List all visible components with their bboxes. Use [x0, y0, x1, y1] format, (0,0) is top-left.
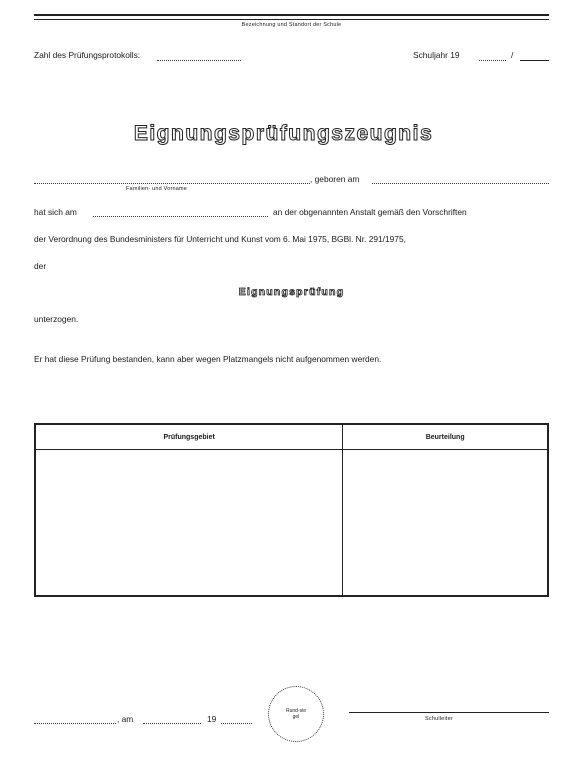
footer-year-field[interactable] — [221, 723, 252, 724]
table-header-subject: Prüfungsgebiet — [35, 424, 343, 450]
am-label: , am — [117, 714, 134, 724]
name-caption: Familien- und Vorname — [126, 186, 188, 192]
protocol-label: Zahl des Prüfungsprotokolls: — [34, 50, 141, 60]
footer-year-label: 19 — [207, 714, 217, 724]
date-field[interactable] — [143, 723, 201, 724]
principal-caption: Schulleiter — [425, 716, 453, 722]
school-caption: Bezeichnung und Standort der Schule — [241, 22, 342, 28]
school-year-separator: / — [511, 50, 514, 60]
school-year-start-field[interactable] — [479, 60, 506, 61]
born-label: , geboren am — [310, 174, 360, 184]
principal-signature-line[interactable] — [349, 712, 549, 713]
seal-text: Rund-siegel — [285, 708, 306, 720]
body-line1-start: hat sich am — [34, 207, 77, 217]
body-line4: unterzogen. — [34, 314, 79, 324]
document-title: Eignungsprüfungszeugnis — [133, 122, 434, 145]
school-year-end-field[interactable] — [520, 60, 549, 61]
exam-date-field[interactable] — [93, 216, 268, 217]
candidate-name-field[interactable] — [34, 183, 310, 184]
place-field[interactable] — [34, 723, 116, 724]
protocol-number-field[interactable] — [157, 60, 241, 61]
birth-date-field[interactable] — [372, 183, 549, 184]
subject-cell[interactable] — [35, 450, 343, 597]
exam-results-table — [34, 423, 549, 597]
body-line3: der — [34, 261, 47, 271]
grade-cell[interactable] — [343, 450, 548, 597]
result-statement: Er hat diese Prüfung bestanden, kann aber wegen Platzmangels nicht aufgenommen werden. — [34, 354, 382, 364]
school-year-label: Schuljahr 19 — [413, 50, 460, 60]
top-rule — [34, 14, 549, 16]
body-line2: der Verordnung des Bundesministers für Unterricht und Kunst vom 6. Mai 1975, BGBl. Nr. 291/1975, — [34, 234, 406, 244]
exam-heading: Eignungsprüfung — [238, 286, 345, 298]
body-line1-end: an der obgenannten Anstalt gemäß den Vorschriften — [273, 207, 467, 217]
school-line — [34, 19, 549, 20]
official-seal — [268, 686, 324, 742]
table-header-grade: Beurteilung — [343, 424, 548, 450]
